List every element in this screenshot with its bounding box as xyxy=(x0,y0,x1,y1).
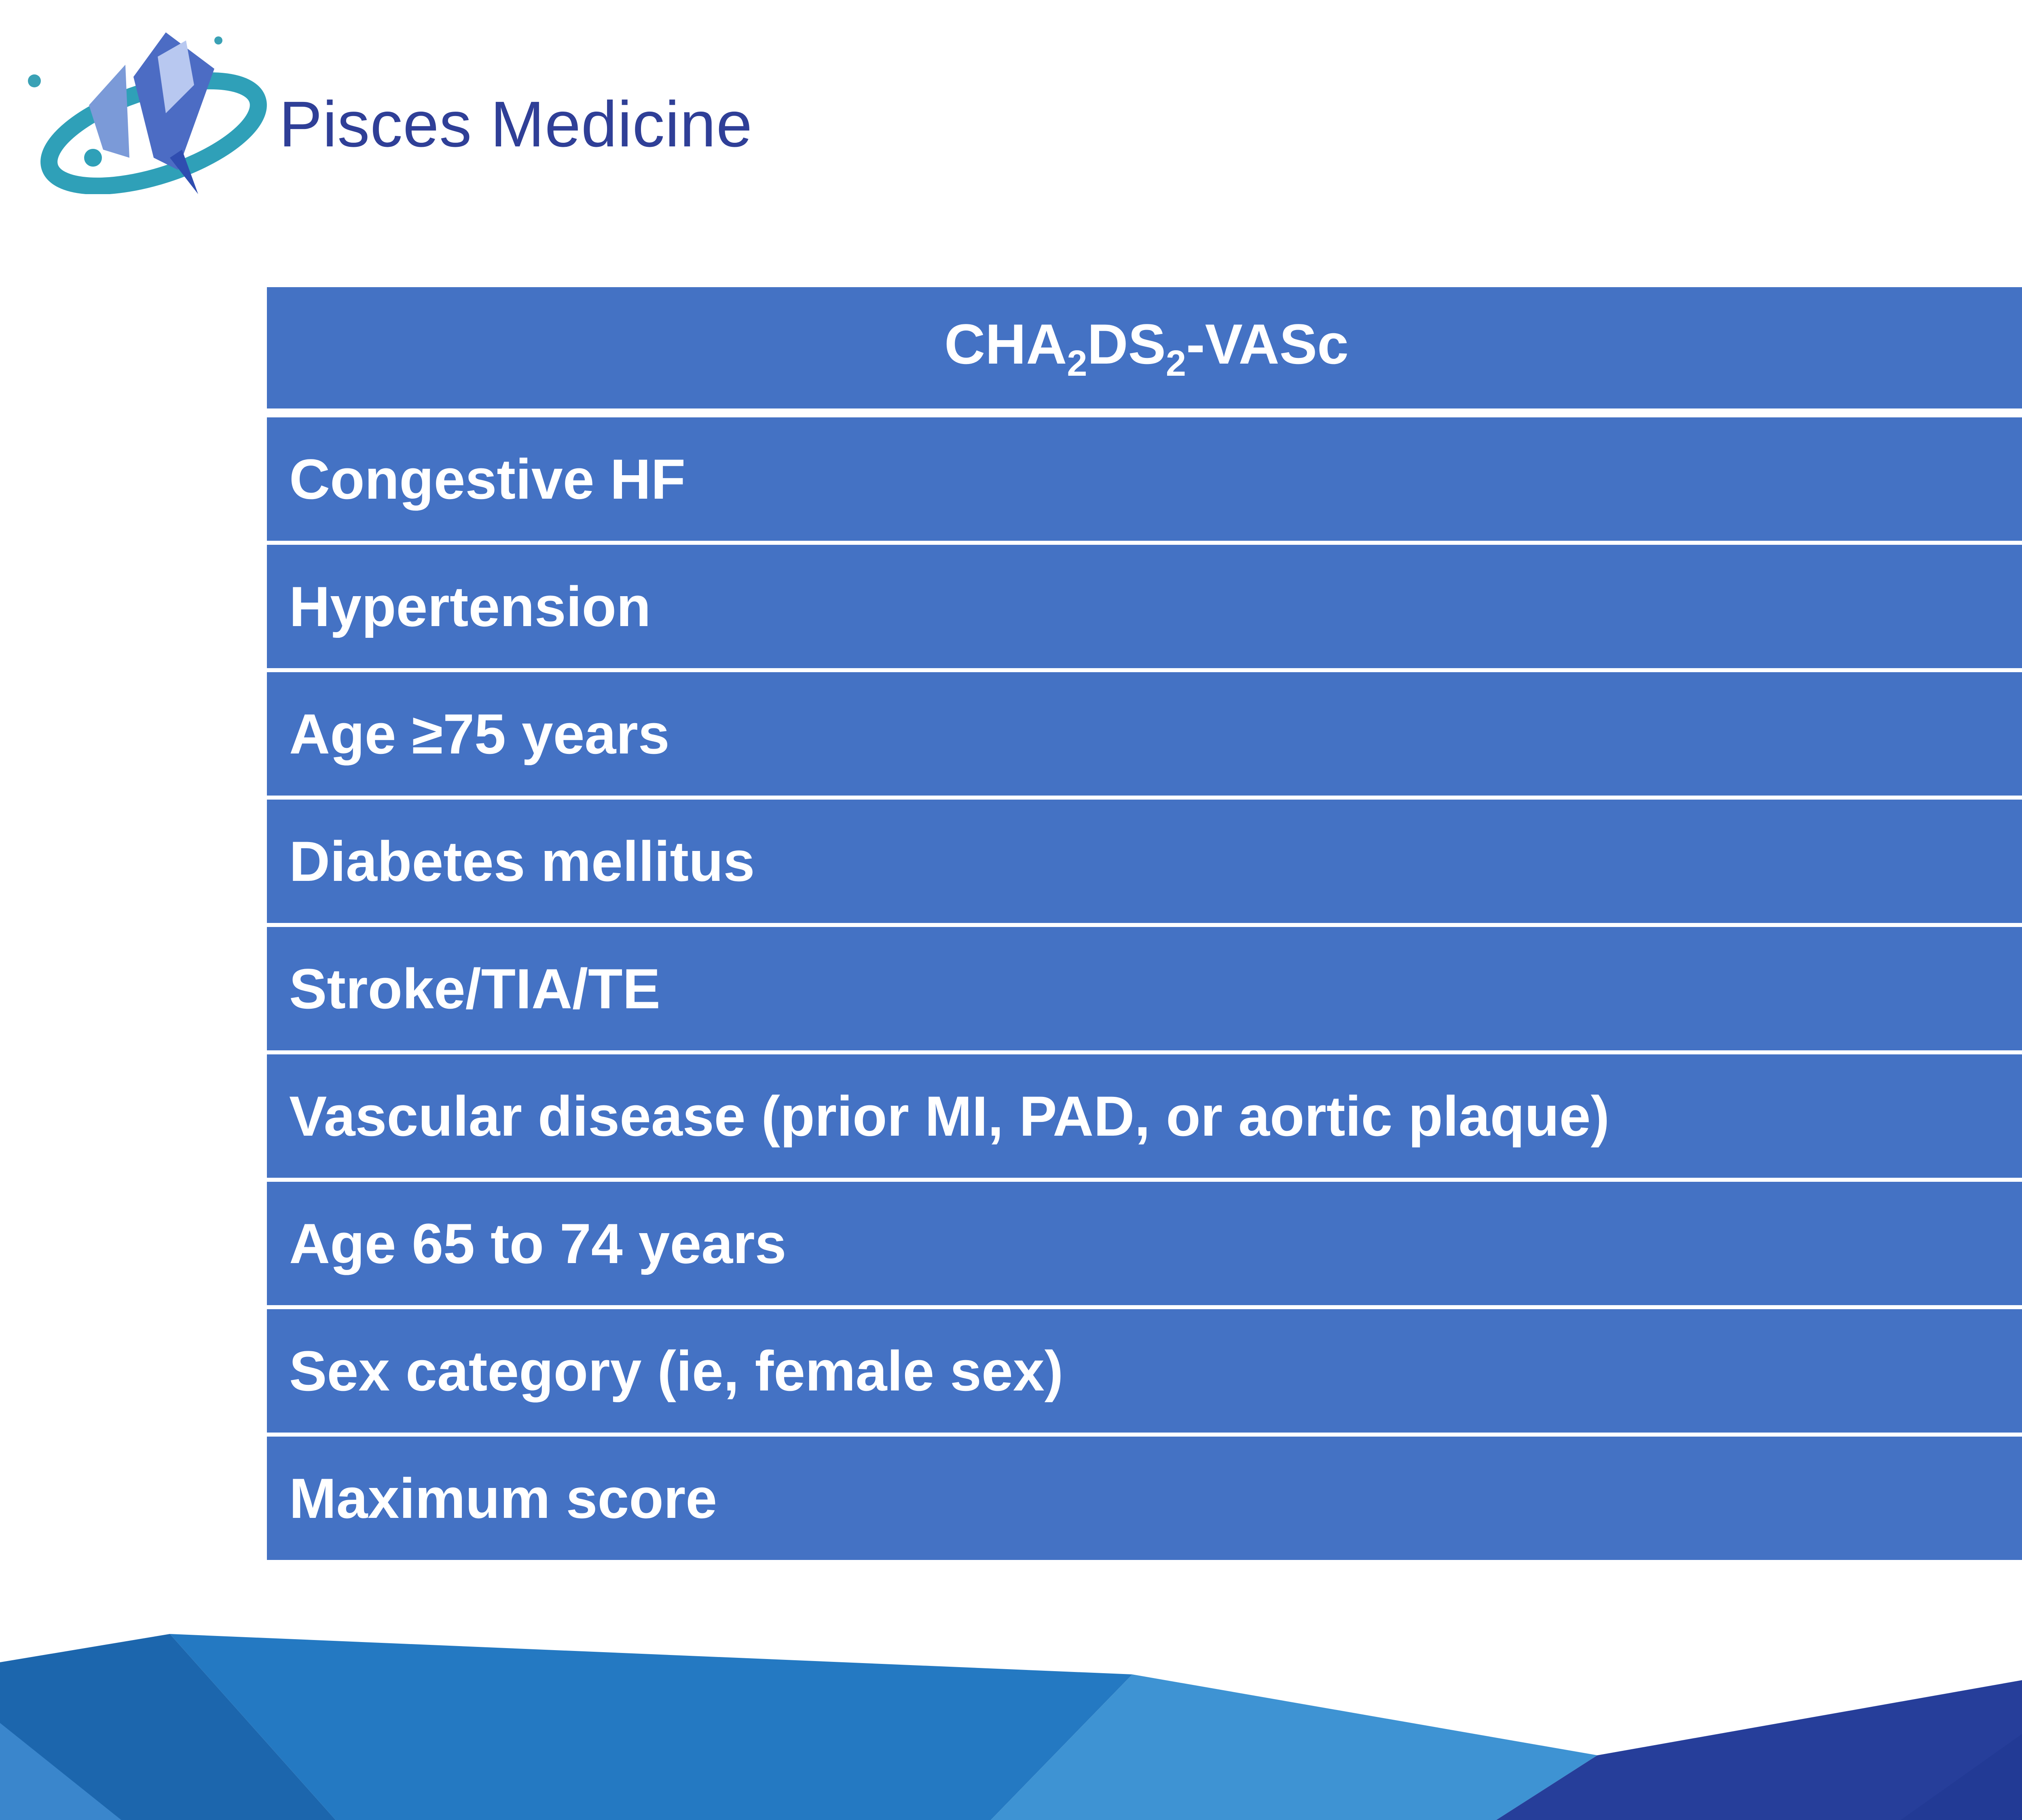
header-score-name: $CHA_2DS_2$-VASc xyxy=(265,285,2022,413)
table-row xyxy=(265,798,2022,925)
table-row xyxy=(265,1180,2022,1307)
pisces-logo-icon xyxy=(24,24,267,194)
table-row xyxy=(265,543,2022,670)
row-label: Diabetes mellitus xyxy=(265,798,2022,925)
table-row xyxy=(265,413,2022,543)
table-row xyxy=(265,1307,2022,1435)
brand-logo xyxy=(24,24,267,194)
brand-name: Pisces Medicine xyxy=(279,88,753,160)
row-label: Stroke/TIA/TE xyxy=(265,925,2022,1052)
table-row xyxy=(265,670,2022,798)
table-row xyxy=(265,1052,2022,1180)
row-label: Congestive HF xyxy=(265,413,2022,543)
row-label: Hypertension xyxy=(265,543,2022,670)
row-label: Vascular disease (prior MI, PAD, or aortic plaque) xyxy=(265,1052,2022,1180)
table-row xyxy=(265,1435,2022,1562)
row-label: Age 65 to 74 years xyxy=(265,1180,2022,1307)
row-label: Sex category (ie, female sex) xyxy=(265,1307,2022,1435)
row-label: Age ≥75 years xyxy=(265,670,2022,798)
table-row xyxy=(265,925,2022,1052)
cha2ds2-vasc-table xyxy=(263,283,2022,1564)
table-header-row xyxy=(265,285,2022,413)
row-label: Maximum score xyxy=(265,1435,2022,1562)
